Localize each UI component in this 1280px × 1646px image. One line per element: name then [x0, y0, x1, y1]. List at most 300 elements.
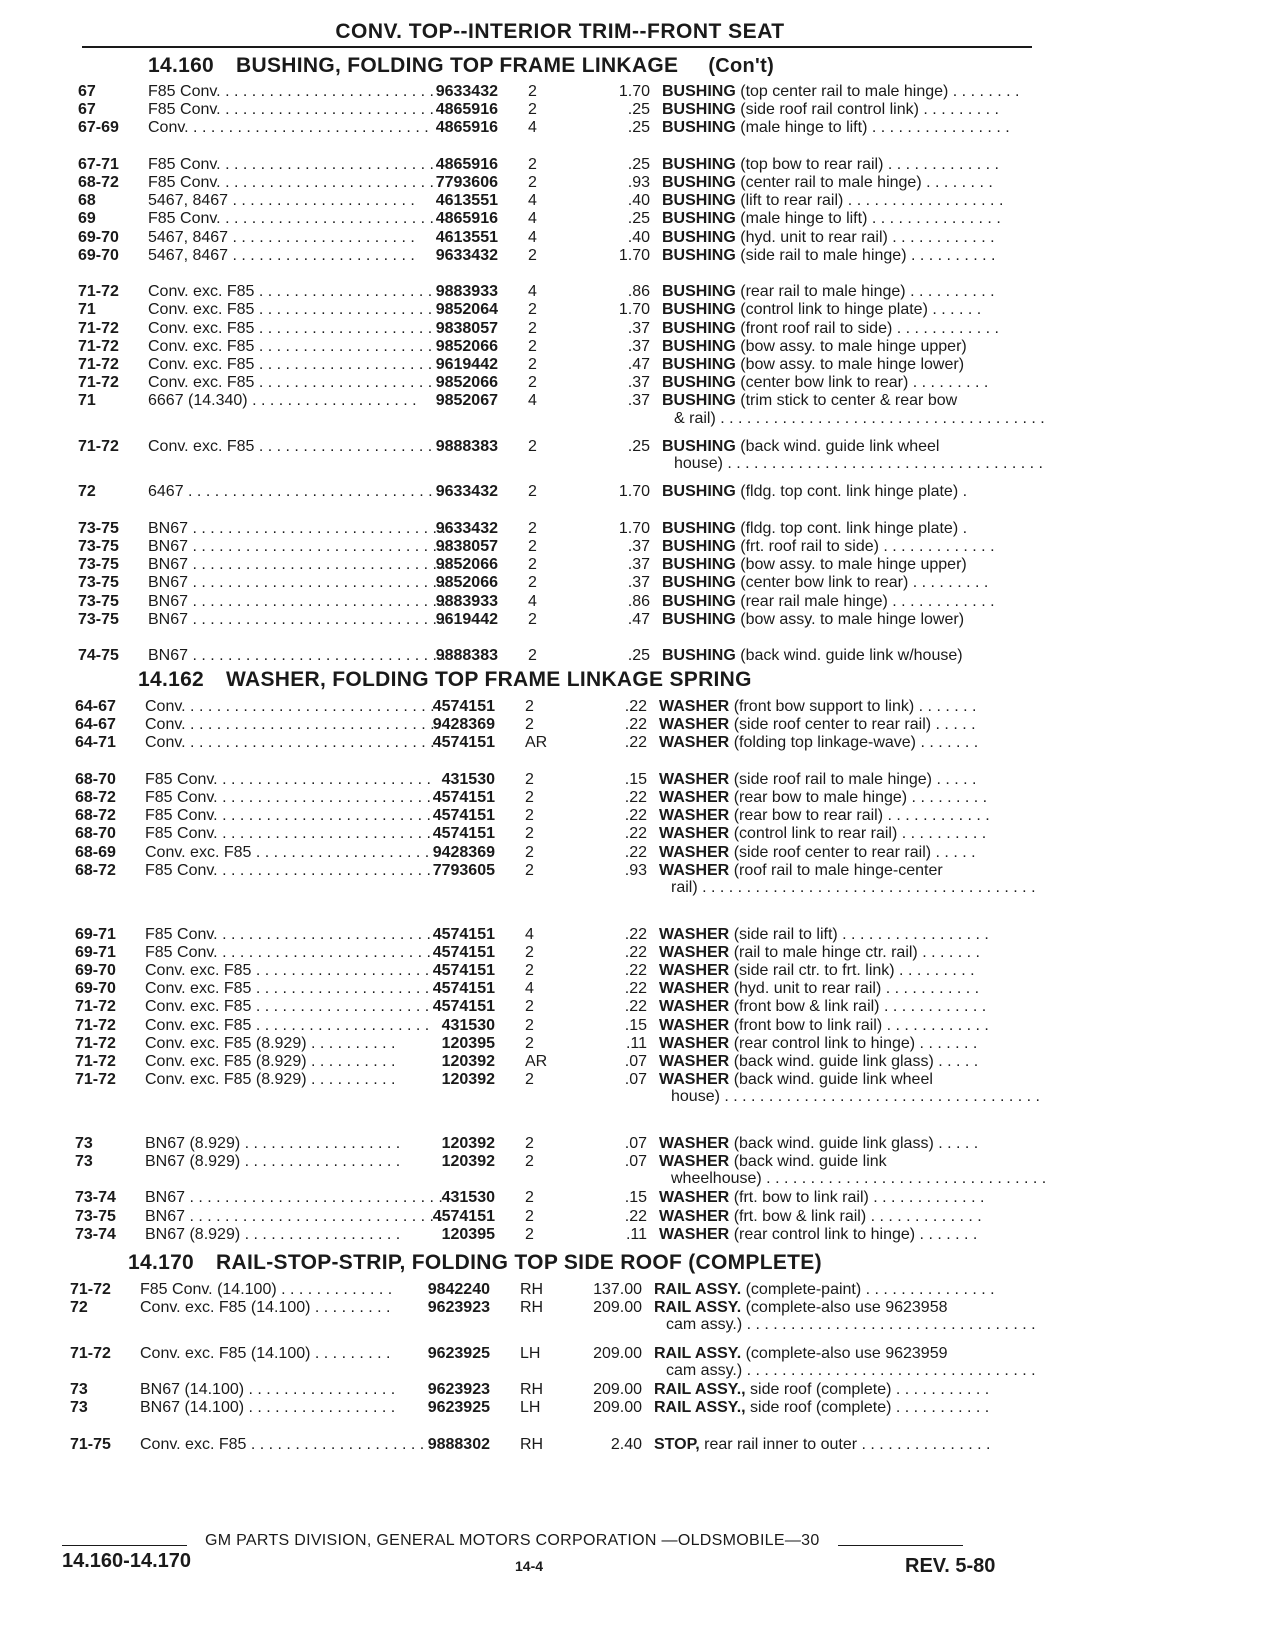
part-number: 9852067	[435, 392, 498, 410]
model-years: 67	[78, 83, 96, 100]
part-detail: (complete-also use 9623958	[745, 1299, 948, 1317]
part-name: RAIL ASSY.,	[654, 1399, 746, 1417]
part-row	[0, 1016, 1280, 1035]
part-name: BUSHING	[662, 519, 736, 537]
part-name: WASHER	[659, 961, 730, 979]
footer-section-range: 14.160-14.170	[62, 1550, 192, 1572]
part-row	[0, 1298, 1280, 1317]
part-detail: (side roof rail control link) . . . . . . . . .	[740, 101, 999, 119]
price: .22	[624, 998, 647, 1016]
model-years: 68-69	[75, 843, 116, 861]
part-detail: (back wind. guide link w/house)	[740, 647, 963, 665]
quantity: 4	[528, 592, 537, 610]
part-detail: (frt. bow & link rail) . . . . . . . . . . . . .	[733, 1207, 982, 1225]
part-name: WASHER	[659, 734, 730, 752]
part-number: 4574151	[432, 998, 495, 1016]
part-name: BUSHING	[662, 192, 736, 210]
part-number: 120392	[441, 1052, 495, 1070]
footer-publisher: GM PARTS DIVISION, GENERAL MOTORS CORPORATION —OLDSMOBILE—30	[205, 1532, 820, 1549]
part-number: 120392	[441, 1071, 495, 1089]
price: 209.00	[593, 1381, 642, 1399]
model-years: 73-75	[78, 556, 119, 574]
model-description: Conv. exc. F85 (8.929) . . . . . . . . . .	[145, 1034, 396, 1052]
model-years: 68-72	[75, 807, 116, 825]
quantity: 2	[525, 825, 534, 843]
model-description: F85 Conv. . . . . . . . . . . . . . . . . . . . . . . . .	[145, 807, 431, 825]
part-name: WASHER	[659, 825, 730, 843]
model-description: Conv. exc. F85 . . . . . . . . . . . . . . . . . . . .	[145, 1016, 430, 1034]
part-row	[0, 319, 1280, 338]
part-description	[654, 1344, 1024, 1363]
part-detail: (back wind. guide link	[733, 1153, 887, 1170]
quantity: 2	[528, 519, 537, 537]
model-description: BN67 . . . . . . . . . . . . . . . . . . . . . . . . . . . . .	[145, 1189, 443, 1207]
quantity: 2	[528, 574, 537, 592]
quantity: LH	[520, 1344, 541, 1362]
part-detail: (front bow to link rail) . . . . . . . . . . . .	[733, 1016, 989, 1034]
part-number: 9883933	[435, 592, 498, 610]
part-row	[0, 592, 1280, 611]
quantity: AR	[525, 1052, 548, 1070]
model-years: 73-75	[78, 538, 119, 555]
part-row	[0, 733, 1280, 752]
part-number: 9633432	[435, 246, 498, 264]
price: .22	[624, 716, 647, 734]
part-number: 4613551	[435, 228, 498, 246]
quantity: 2	[528, 337, 537, 355]
part-number: 4613551	[435, 192, 498, 210]
quantity: 4	[528, 192, 537, 210]
part-row	[0, 843, 1280, 862]
part-description	[659, 806, 1029, 825]
part-description	[659, 1052, 1029, 1071]
part-description	[659, 1016, 1029, 1035]
quantity: 2	[528, 610, 537, 628]
model-years: 68	[78, 192, 96, 210]
part-row	[0, 925, 1280, 944]
part-row	[0, 824, 1280, 843]
model-years: 71-72	[78, 319, 119, 337]
part-detail: (fldg. top cont. link hinge plate) .	[740, 483, 968, 501]
quantity: RH	[520, 1281, 544, 1298]
part-row	[0, 155, 1280, 174]
part-name: RAIL ASSY.,	[654, 1381, 746, 1399]
part-description	[662, 355, 1032, 374]
part-name: WASHER	[659, 1016, 730, 1034]
model-years: 73-75	[78, 610, 119, 628]
part-description	[662, 373, 1032, 392]
model-description: Conv. exc. F85 (8.929) . . . . . . . . . .	[145, 1071, 396, 1089]
model-description: Conv. exc. F85 (8.929) . . . . . . . . . .	[145, 1052, 396, 1070]
part-detail: (complete-also use 9623959	[745, 1344, 948, 1362]
part-number: 9842240	[427, 1281, 490, 1298]
part-detail: (rear rail male hinge) . . . . . . . . . . . .	[740, 592, 995, 610]
price: .15	[624, 770, 647, 788]
part-row	[0, 555, 1280, 574]
part-number: 120395	[441, 1034, 495, 1052]
model-years: 64-67	[75, 698, 116, 715]
quantity: 2	[528, 246, 537, 264]
part-description-continued: cam assy.) . . . . . . . . . . . . . . . . . . . . . . . . . . . . . . . . .	[666, 1361, 1036, 1379]
part-detail: (front bow support to link) . . . . . . .	[733, 698, 977, 715]
model-years: 68-72	[78, 174, 119, 191]
model-years: 67-71	[78, 155, 119, 173]
part-row	[0, 1070, 1280, 1089]
price: .37	[627, 574, 650, 592]
model-years: 73	[70, 1381, 88, 1399]
part-detail: (front bow & link rail) . . . . . . . . . . . .	[733, 998, 987, 1016]
price: .15	[624, 1189, 647, 1207]
part-name: WASHER	[659, 807, 730, 825]
part-row	[0, 697, 1280, 716]
part-name: WASHER	[659, 789, 730, 806]
part-name: BUSHING	[662, 228, 736, 246]
part-description	[662, 246, 1032, 265]
part-row	[0, 806, 1280, 825]
part-detail: (center rail to male hinge) . . . . . . . .	[740, 174, 993, 191]
part-row	[0, 391, 1280, 410]
part-name: BUSHING	[662, 592, 736, 610]
quantity: 2	[525, 807, 534, 825]
part-detail: (control link to rear rail) . . . . . . . . . .	[733, 825, 987, 843]
model-description: Conv. exc. F85 . . . . . . . . . . . . . . . . . . . .	[140, 1435, 425, 1453]
quantity: 2	[525, 1016, 534, 1034]
part-number: 4865916	[435, 119, 498, 137]
part-detail: (back wind. guide link glass) . . . . .	[733, 1134, 979, 1152]
part-name: BUSHING	[662, 83, 736, 100]
part-description	[662, 646, 1032, 665]
part-detail: (lift to rear rail) . . . . . . . . . . . . . . . . . .	[740, 192, 1004, 210]
part-number: 4574151	[432, 943, 495, 961]
model-description: BN67 . . . . . . . . . . . . . . . . . . . . . . . . . . . . .	[145, 1207, 443, 1225]
model-years: 69-70	[75, 980, 116, 998]
price: .37	[627, 337, 650, 355]
part-row	[0, 228, 1280, 247]
part-detail: (bow assy. to male hinge upper)	[740, 337, 967, 355]
model-description: BN67 . . . . . . . . . . . . . . . . . . . . . . . . . . . . .	[148, 647, 446, 665]
part-detail: (side rail to lift) . . . . . . . . . . . . . . . . .	[733, 925, 989, 943]
part-row	[0, 1188, 1280, 1207]
price: .07	[624, 1052, 647, 1070]
part-name: BUSHING	[662, 538, 736, 555]
part-name: BUSHING	[662, 119, 736, 137]
model-years: 71-72	[70, 1344, 111, 1362]
part-row	[0, 173, 1280, 192]
model-description: Conv. . . . . . . . . . . . . . . . . . . . . . . . . . . . .	[145, 716, 435, 734]
part-description-continued: house) . . . . . . . . . . . . . . . . . . . . . . . . . . . . . . . . . . . .	[671, 1088, 1040, 1106]
part-description-continued: wheelhouse) . . . . . . . . . . . . . . . . . . . . . . . . . . . . . . . .	[671, 1170, 1047, 1188]
page-title: CONV. TOP--INTERIOR TRIM--FRONT SEAT	[335, 20, 785, 43]
model-description: Conv. . . . . . . . . . . . . . . . . . . . . . . . . . . . .	[145, 734, 435, 752]
price: .15	[624, 1016, 647, 1034]
model-description: Conv. exc. F85 . . . . . . . . . . . . . . . . . . . .	[148, 301, 433, 319]
part-number: 9633432	[435, 83, 498, 100]
model-years: 69-70	[75, 961, 116, 979]
part-row	[0, 191, 1280, 210]
model-years: 71-72	[75, 1016, 116, 1034]
part-detail: (back wind. guide link wheel	[740, 437, 940, 455]
part-row	[0, 209, 1280, 228]
part-row	[0, 337, 1280, 356]
part-row	[0, 1398, 1280, 1417]
part-number: 9623923	[427, 1381, 490, 1399]
part-description	[659, 1152, 1029, 1171]
model-years: 71	[78, 301, 96, 319]
part-description	[662, 319, 1032, 338]
price: .25	[627, 101, 650, 119]
part-description	[654, 1398, 1024, 1417]
quantity: 4	[525, 980, 534, 998]
price: .93	[627, 174, 650, 191]
part-name: WASHER	[659, 1071, 730, 1089]
section-heading	[148, 54, 774, 78]
model-description: F85 Conv. . . . . . . . . . . . . . . . . . . . . . . . .	[145, 925, 431, 943]
part-description-continued: & rail) . . . . . . . . . . . . . . . . . . . . . . . . . . . . . . . . . . . . .	[674, 409, 1045, 427]
part-number: 9633432	[435, 519, 498, 537]
part-row	[0, 861, 1280, 880]
part-name: BUSHING	[662, 101, 736, 119]
model-years: 73	[75, 1153, 93, 1170]
price: .22	[624, 943, 647, 961]
part-name: BUSHING	[662, 483, 736, 501]
part-name: WASHER	[659, 925, 730, 943]
part-description	[659, 1225, 1029, 1244]
quantity: 2	[525, 1134, 534, 1152]
part-name: BUSHING	[662, 574, 736, 592]
part-detail: (fldg. top cont. link hinge plate) .	[740, 519, 968, 537]
model-description: 5467, 8467 . . . . . . . . . . . . . . . . . . . . .	[148, 192, 415, 210]
part-description	[659, 1134, 1029, 1153]
model-years: 68-72	[75, 861, 116, 879]
part-description	[659, 788, 1029, 807]
part-row	[0, 482, 1280, 501]
price: .47	[627, 356, 650, 373]
price: .86	[627, 592, 650, 610]
part-row	[0, 610, 1280, 629]
quantity: 4	[528, 210, 537, 228]
part-detail: (bow assy. to male hinge lower)	[740, 356, 965, 373]
part-number: 9619442	[435, 356, 498, 373]
model-years: 71-72	[70, 1281, 111, 1298]
section-number: 14.170	[128, 1251, 195, 1274]
part-description	[654, 1280, 1024, 1299]
part-name: RAIL ASSY.	[654, 1281, 742, 1298]
section-continued: (Con't)	[708, 55, 775, 77]
part-row	[0, 1152, 1280, 1171]
part-number: 431530	[441, 770, 495, 788]
model-years: 72	[78, 483, 96, 501]
model-description: BN67 . . . . . . . . . . . . . . . . . . . . . . . . . . . . .	[148, 610, 446, 628]
part-number: 4574151	[432, 1207, 495, 1225]
section-title: WASHER, FOLDING TOP FRAME LINKAGE SPRING	[226, 668, 752, 691]
price: 209.00	[593, 1344, 642, 1362]
part-row	[0, 573, 1280, 592]
part-number: 4574151	[432, 825, 495, 843]
part-name: WASHER	[659, 770, 730, 788]
part-name: WASHER	[659, 1189, 730, 1207]
part-detail: (rear control link to hinge) . . . . . . .	[733, 1034, 978, 1052]
part-description	[659, 943, 1029, 962]
price: .22	[624, 825, 647, 843]
part-detail: (bow assy. to male hinge lower)	[740, 610, 965, 628]
footer-revision: REV. 5-80	[905, 1555, 996, 1577]
price: .86	[627, 283, 650, 301]
part-name: BUSHING	[662, 374, 736, 392]
price: 1.70	[618, 301, 650, 319]
part-description	[662, 537, 1032, 556]
part-number: 4574151	[432, 698, 495, 715]
part-name: BUSHING	[662, 437, 736, 455]
quantity: RH	[520, 1299, 544, 1317]
model-years: 69-70	[78, 228, 119, 246]
part-detail: (side roof rail to male hinge) . . . . .	[733, 770, 977, 788]
part-row	[0, 437, 1280, 456]
model-description: F85 Conv. (14.100) . . . . . . . . . . . . .	[140, 1281, 393, 1298]
model-years: 73-74	[75, 1189, 116, 1207]
part-detail: (frt. roof rail to side) . . . . . . . . . . . . .	[740, 538, 995, 555]
price: .22	[624, 807, 647, 825]
model-years: 69-71	[75, 943, 116, 961]
part-name: WASHER	[659, 1052, 730, 1070]
model-years: 73-75	[78, 592, 119, 610]
part-description	[662, 482, 1032, 501]
part-row	[0, 961, 1280, 980]
part-number: 4574151	[432, 961, 495, 979]
part-description	[659, 997, 1029, 1016]
part-name: BUSHING	[662, 301, 736, 319]
part-row	[0, 1380, 1280, 1399]
part-description	[662, 155, 1032, 174]
part-description	[662, 282, 1032, 301]
quantity: 2	[528, 155, 537, 173]
part-description	[654, 1380, 1024, 1399]
quantity: 2	[528, 356, 537, 373]
quantity: 2	[528, 101, 537, 119]
part-number: 431530	[441, 1189, 495, 1207]
quantity: LH	[520, 1399, 541, 1417]
part-name: WASHER	[659, 980, 730, 998]
model-description: 6467 . . . . . . . . . . . . . . . . . . . . . . . . . . . . .	[148, 483, 442, 501]
model-years: 64-71	[75, 734, 116, 752]
part-detail: (back wind. guide link glass) . . . . .	[733, 1052, 979, 1070]
quantity: 2	[528, 437, 537, 455]
part-row	[0, 1034, 1280, 1053]
quantity: 2	[528, 483, 537, 501]
part-name: BUSHING	[662, 283, 736, 301]
header-rule	[82, 46, 1032, 48]
model-description: F85 Conv. . . . . . . . . . . . . . . . . . . . . . . . .	[145, 789, 431, 806]
part-name: WASHER	[659, 943, 730, 961]
model-description: Conv. exc. F85 . . . . . . . . . . . . . . . . . . . .	[145, 961, 430, 979]
part-description	[654, 1435, 1024, 1454]
quantity: 2	[525, 1034, 534, 1052]
model-years: 73-75	[75, 1207, 116, 1225]
part-name: BUSHING	[662, 610, 736, 628]
model-description: Conv. exc. F85 . . . . . . . . . . . . . . . . . . . .	[145, 843, 430, 861]
part-detail: (control link to hinge plate) . . . . . .	[740, 301, 982, 319]
price: .22	[624, 698, 647, 715]
part-number: 4865916	[435, 210, 498, 228]
part-name: BUSHING	[662, 556, 736, 574]
part-number: 4574151	[432, 807, 495, 825]
part-description	[659, 861, 1029, 880]
part-number: 9623925	[427, 1399, 490, 1417]
quantity: 4	[528, 228, 537, 246]
part-detail: side roof (complete) . . . . . . . . . . .	[750, 1399, 990, 1417]
part-description	[662, 573, 1032, 592]
part-detail: side roof (complete) . . . . . . . . . . .	[750, 1381, 990, 1399]
model-years: 74-75	[78, 647, 119, 665]
part-number: 120392	[441, 1134, 495, 1152]
part-row	[0, 118, 1280, 137]
model-description: Conv. exc. F85 . . . . . . . . . . . . . . . . . . . .	[145, 980, 430, 998]
part-number: 9888383	[435, 647, 498, 665]
part-number: 4574151	[432, 734, 495, 752]
price: .11	[625, 1034, 647, 1052]
part-row	[0, 246, 1280, 265]
part-name: STOP,	[654, 1435, 700, 1453]
model-description: BN67 . . . . . . . . . . . . . . . . . . . . . . . . . . . . .	[148, 538, 446, 555]
part-detail: (hyd. unit to rear rail) . . . . . . . . . . . .	[740, 228, 995, 246]
model-description: Conv. exc. F85 (14.100) . . . . . . . . .	[140, 1299, 391, 1317]
model-description: Conv. exc. F85 . . . . . . . . . . . . . . . . . . . .	[148, 437, 433, 455]
quantity: 2	[525, 861, 534, 879]
model-years: 71-72	[78, 283, 119, 301]
part-detail: (center bow link to rear) . . . . . . . . .	[740, 374, 989, 392]
part-number: 7793606	[435, 174, 498, 191]
part-number: 9888302	[427, 1435, 490, 1453]
price: 1.70	[618, 83, 650, 100]
part-name: WASHER	[659, 1225, 730, 1243]
part-detail: (rear rail to male hinge) . . . . . . . . . .	[740, 283, 995, 301]
quantity: 2	[528, 538, 537, 555]
price: .37	[627, 538, 650, 555]
part-row	[0, 1052, 1280, 1071]
part-detail: (rear bow to rear rail) . . . . . . . . . . . .	[733, 807, 990, 825]
price: .22	[624, 843, 647, 861]
model-description: BN67 (8.929) . . . . . . . . . . . . . . . . . .	[145, 1225, 401, 1243]
quantity: 2	[525, 1071, 534, 1089]
part-description	[662, 519, 1032, 538]
part-description	[662, 228, 1032, 247]
price: 2.40	[610, 1435, 642, 1453]
section-number: 14.160	[148, 54, 215, 77]
part-detail: (male hinge to lift) . . . . . . . . . . . . . . . .	[740, 119, 1010, 137]
part-row	[0, 100, 1280, 119]
model-description: 5467, 8467 . . . . . . . . . . . . . . . . . . . . .	[148, 228, 415, 246]
quantity: RH	[520, 1381, 544, 1399]
part-name: RAIL ASSY.	[654, 1344, 742, 1362]
model-description: Conv. exc. F85 . . . . . . . . . . . . . . . . . . . .	[148, 319, 433, 337]
quantity: 2	[528, 319, 537, 337]
part-detail: (top bow to rear rail) . . . . . . . . . . . . .	[740, 155, 999, 173]
part-number: 431530	[441, 1016, 495, 1034]
model-description: 5467, 8467 . . . . . . . . . . . . . . . . . . . . .	[148, 246, 415, 264]
quantity: 2	[528, 556, 537, 574]
part-number: 9883933	[435, 283, 498, 301]
model-years: 72	[70, 1299, 88, 1317]
part-number: 120392	[441, 1153, 495, 1170]
price: 1.70	[618, 519, 650, 537]
part-number: 120395	[441, 1225, 495, 1243]
model-description: Conv. exc. F85 . . . . . . . . . . . . . . . . . . . .	[148, 283, 433, 301]
part-description	[654, 1298, 1024, 1317]
part-name: RAIL ASSY.	[654, 1299, 742, 1317]
part-number: 9852066	[435, 574, 498, 592]
part-description	[659, 697, 1029, 716]
price: .47	[627, 610, 650, 628]
price: 137.00	[593, 1281, 642, 1298]
